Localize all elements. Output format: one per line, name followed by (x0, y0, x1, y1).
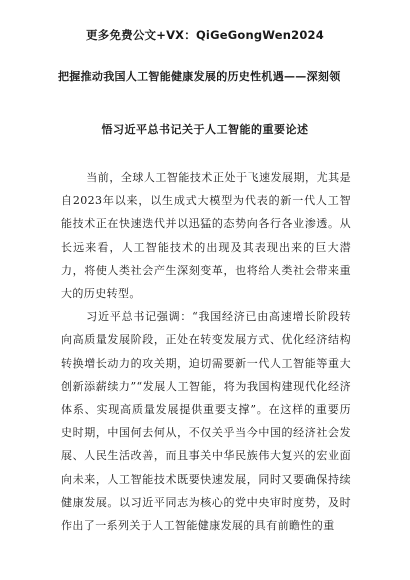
paragraph: 当前，全球人工智能技术正处于飞速发展期，尤其是自2023年以来，以生成式大模型为代表的新一代人工智能技术正在快速迭代并以迅猛的态势向各行各业渗透。从长远来看，人工智能技术的出现及其表现出来的巨大潜力，将使人类社会产生深刻变革，也将给人类社会带来重大的历史转型。 (61, 171, 351, 301)
document-body (61, 166, 351, 537)
document-title-line1: 把握推动我国人工智能健康发展的历史性机遇——深刻领 (58, 70, 341, 83)
document-header: 更多免费公文+VX：QiGeGongWen2024 (86, 28, 324, 42)
paragraph: 习近平总书记强调：“我国经济已由高速增长阶段转向高质量发展阶段，正处在转变发展方式、优化经济结构转换增长动力的攻关期，迫切需要新一代人工智能等重大创新添薪续力”“发展人工智能，将为我国构建现代化经济体系、实现高质量发展提供重要支撑”。在这样的重要历史时期，中国何去何从，不仅关乎当今中国的经济社会发展、人民生活改善，而且事关中华民族伟大复兴的宏业面向未来，人工智能技术既要快速发展，同时又要确保持续健康发展。以习近平同志为核心的党中央审时度势，及时作出了一系列关于人工智能健康发展的具有前瞻性的重 (61, 310, 351, 533)
document-title-line2: 悟习近平总书记关于人工智能的重要论述 (101, 123, 309, 136)
